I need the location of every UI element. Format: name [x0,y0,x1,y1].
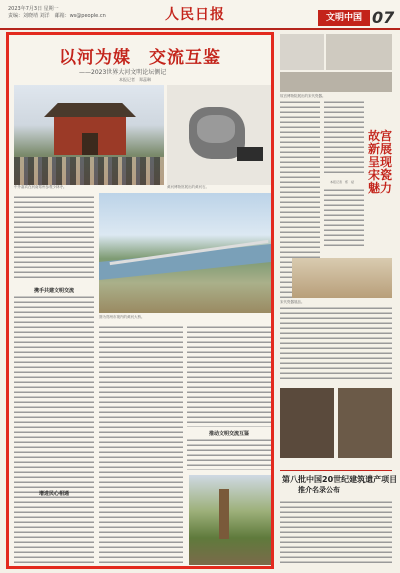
temple-door [82,133,98,155]
artifact-photo-2 [338,388,392,458]
side-article-headline: 故宫新展呈现宋瓷魅力 [368,129,393,195]
porcelain-photo-3 [280,72,392,92]
article-byline: 本报记者 郑蕊琳 [119,77,151,82]
section-heading: 推动文明交流互鉴 [208,431,249,437]
photo-caption: 中外嘉宾在河南郑州参观少林寺。 [14,185,67,189]
body-text-column [187,325,271,427]
stone-exhibit-photo [167,85,271,185]
pagoda [219,489,229,539]
divider [280,470,392,471]
temple-roof [44,103,136,117]
article-subheadline: ——2023世界大河文明论坛侧记 [79,69,167,76]
pagoda-photo [189,475,271,565]
river-photo [99,193,271,313]
newspaper-masthead: 人民日报 [165,7,225,23]
rock-highlight [197,115,235,143]
artifact-photo-1 [280,388,334,458]
body-text-column [324,188,364,248]
article-headline: 以河为媒 交流互鉴 [59,48,221,68]
page-number: 07 [372,8,395,27]
body-text-column [280,306,392,382]
body-text-column [324,100,364,176]
body-text-column [14,295,94,567]
body-text-column [14,195,94,281]
photo-caption: 故宫博物院展出的宋代瓷器。 [280,94,326,98]
section-title: 文明中国 [318,10,370,26]
brief-headline-2: 推介名录公布 [298,486,340,494]
section-heading: 增进民心相通 [38,491,69,497]
porcelain-photo-2 [326,34,392,70]
temple-photo [14,85,164,185]
body-text-column [280,500,392,566]
exhibit-plaque [237,147,263,161]
side-article-byline: 本报记者 郑 斌 [330,180,355,184]
crowd [14,157,164,185]
body-text-column [187,438,271,470]
photo-caption: 黄河博物馆展出的黄河石。 [167,185,209,189]
issue-date: 2023年7月3日 星期一 责编：刘晓靖 刘洋 邮箱：ws@people.cn [8,6,106,19]
section-heading: 携手共建文明交流 [33,288,74,294]
photo-caption: 宋代瓷器展品。 [280,300,305,304]
featured-article[interactable] [6,32,274,569]
brief-headline-1: 第八批中国20世纪建筑遗产项目 [282,475,398,484]
body-text-column [99,325,183,567]
page-header [0,0,400,30]
porcelain-photo-1 [280,34,324,70]
porcelain-photo-4 [292,258,392,298]
photo-caption: 图为郑州市境内的黄河大桥。 [99,315,145,319]
